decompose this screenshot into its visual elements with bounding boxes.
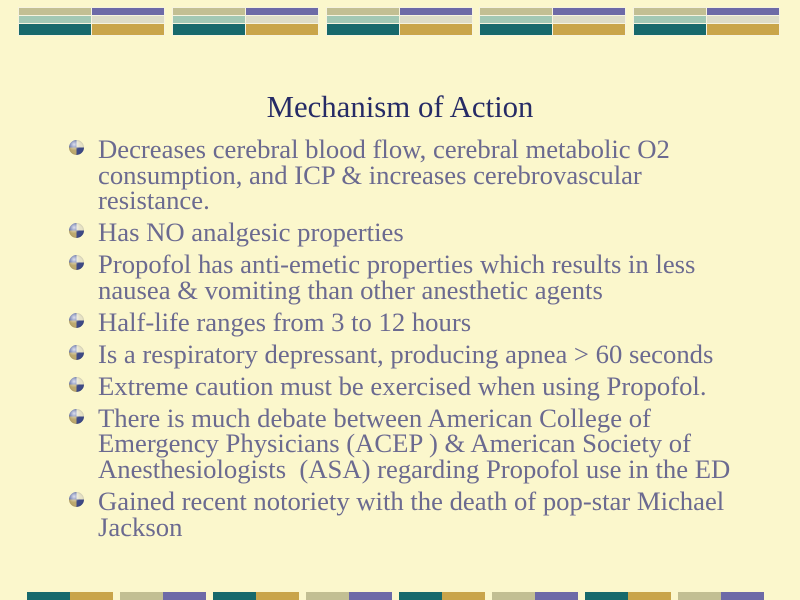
quartered-sphere-bullet-icon: [69, 345, 84, 360]
banner-cell: [173, 24, 245, 35]
bullet-list: [98, 134, 778, 546]
quartered-sphere-bullet-icon: [69, 313, 84, 328]
quartered-sphere-bullet-icon: [69, 492, 84, 507]
bullet-text-line: Jackson: [98, 511, 183, 542]
slide-title: Mechanism of Action: [266, 90, 534, 124]
banner-cell: [70, 592, 113, 600]
banner-cell: [634, 8, 706, 15]
banner-cell: [256, 592, 299, 600]
banner-cell: [442, 592, 485, 600]
banner-block: [120, 592, 206, 600]
banner-cell: [163, 592, 206, 600]
bullet-text-line: Propofol has anti-emetic properties which results in less: [98, 249, 696, 280]
banner-cell: [19, 24, 91, 35]
bullet-text-line: Half-life ranges from 3 to 12 hours: [98, 306, 472, 337]
banner-cell: [327, 24, 399, 35]
banner-cell: [213, 592, 256, 600]
banner-cell: [19, 8, 91, 15]
banner-cell: [399, 592, 442, 600]
bullet-text-line: consumption, and ICP & increases cerebrovascular: [98, 159, 642, 190]
bullet-item: [98, 338, 778, 369]
bullet-text-line: Extreme caution must be exercised when using Propofol.: [98, 370, 707, 401]
banner-block: [27, 592, 113, 600]
banner-block: [18, 7, 165, 36]
quartered-sphere-bullet-icon: [69, 409, 84, 424]
banner-cell: [707, 16, 779, 23]
banner-block: [213, 592, 299, 600]
banner-cell: [246, 24, 318, 35]
banner-cell: [349, 592, 392, 600]
banner-block: [399, 592, 485, 600]
banner-block: [479, 7, 626, 36]
quartered-sphere-bullet-icon: [69, 377, 84, 392]
banner-cell: [707, 8, 779, 15]
banner-cell: [553, 16, 625, 23]
bullet-text-line: There is much debate between American College of: [98, 402, 651, 433]
banner-cell: [173, 16, 245, 23]
bullet-item: [98, 134, 778, 216]
banner-cell: [707, 24, 779, 35]
banner-cell: [92, 24, 164, 35]
bullet-item: [98, 486, 778, 542]
bullet-item: [98, 249, 778, 305]
banner-cell: [480, 24, 552, 35]
banner-cell: [535, 592, 578, 600]
banner-cell: [553, 24, 625, 35]
banner-cell: [400, 24, 472, 35]
banner-cell: [19, 16, 91, 23]
bullet-text-line: Decreases cerebral blood flow, cerebral metabolic O2: [98, 134, 670, 165]
bullet-item: [98, 402, 778, 485]
banner-cell: [327, 8, 399, 15]
banner-block: [172, 7, 319, 36]
bullet-item: [98, 306, 778, 337]
bullet-text-line: Has NO analgesic properties: [98, 217, 404, 248]
banner-cell: [400, 16, 472, 23]
bullet-text-line: nausea & vomiting than other anesthetic agents: [98, 274, 603, 305]
banner-cell: [400, 8, 472, 15]
quartered-sphere-bullet-icon: [69, 255, 84, 270]
banner-block: [306, 592, 392, 600]
banner-cell: [480, 16, 552, 23]
banner-cell: [492, 592, 535, 600]
banner-cell: [27, 592, 70, 600]
banner-cell: [585, 592, 628, 600]
banner-cell: [246, 16, 318, 23]
banner-cell: [721, 592, 764, 600]
banner-cell: [92, 8, 164, 15]
banner-cell: [92, 16, 164, 23]
quartered-sphere-bullet-icon: [69, 140, 84, 155]
bullet-text-line: Anesthesiologists (ASA) regarding Propofol use in the ED: [98, 454, 731, 485]
bullet-text-line: resistance.: [98, 185, 210, 216]
banner-cell: [678, 592, 721, 600]
banner-cell: [634, 16, 706, 23]
banner-cell: [246, 8, 318, 15]
banner-cell: [553, 8, 625, 15]
quartered-sphere-bullet-icon: [69, 223, 84, 238]
banner-cell: [628, 592, 671, 600]
banner-block: [633, 7, 780, 36]
bullet-text-line: Emergency Physicians (ACEP ) & American Society of: [98, 428, 691, 459]
banner-block: [678, 592, 764, 600]
banner-block: [585, 592, 671, 600]
banner-block: [492, 592, 578, 600]
bullet-item: [98, 370, 778, 401]
banner-cell: [120, 592, 163, 600]
bullet-text-line: Gained recent notoriety with the death of pop-star Michael: [98, 486, 725, 517]
banner-cell: [306, 592, 349, 600]
banner-cell: [173, 8, 245, 15]
banner-cell: [327, 16, 399, 23]
banner-block: [326, 7, 473, 36]
bullet-text-line: Is a respiratory depressant, producing apnea > 60 seconds: [98, 338, 714, 369]
banner-cell: [634, 24, 706, 35]
banner-cell: [480, 8, 552, 15]
bullet-item: [98, 217, 778, 248]
